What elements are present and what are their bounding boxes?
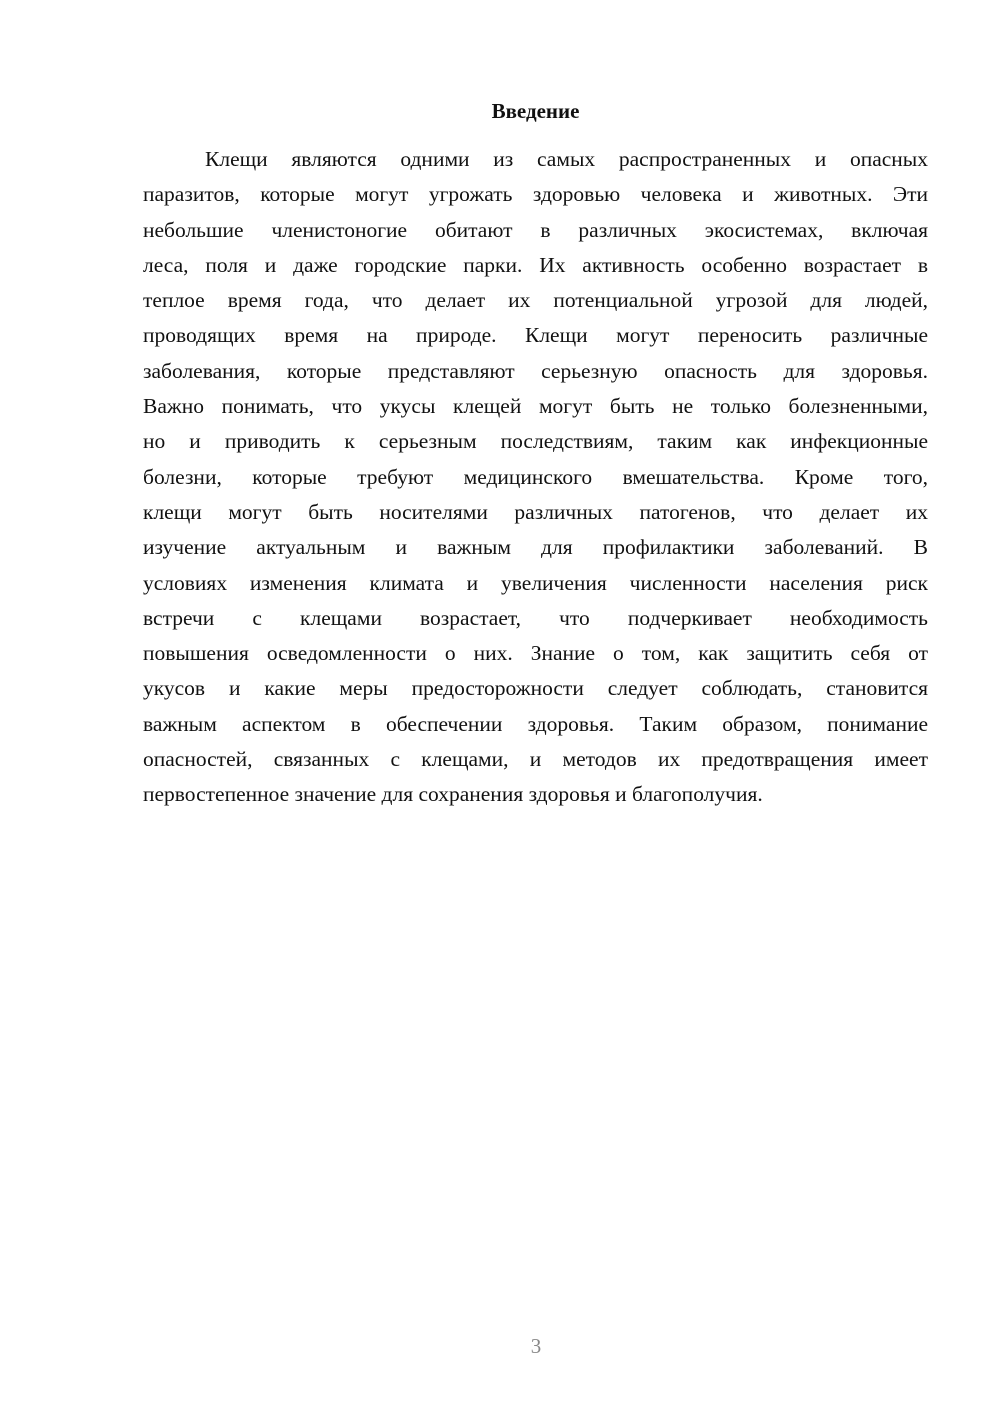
paragraph-line: болезни, которые требуют медицинского вмешательства. Кроме того,: [143, 464, 928, 489]
paragraph-line: первостепенное значение для сохранения здоровья и благополучия.: [143, 782, 763, 807]
section-heading-text: Введение: [491, 99, 580, 123]
paragraph-line: клещи могут быть носителями различных патогенов, что делает их: [143, 499, 928, 524]
paragraph-line: Клещи являются одними из самых распространенных и опасных: [205, 147, 928, 171]
paragraph-line: укусов и какие меры предосторожности следует соблюдать, становится: [143, 676, 928, 701]
paragraph-line: опасностей, связанных с клещами, и методов их предотвращения имеет: [143, 747, 928, 772]
paragraph-line: изучение актуальным и важным для профилактики заболеваний. В: [143, 535, 928, 560]
paragraph-line: важным аспектом в обеспечении здоровья. Таким образом, понимание: [143, 711, 928, 736]
paragraph-line: встречи с клещами возрастает, что подчеркивает необходимость: [143, 605, 928, 630]
paragraph-line: условиях изменения климата и увеличения численности населения риск: [143, 570, 928, 595]
paragraph-line: Важно понимать, что укусы клещей могут быть не только болезненными,: [143, 394, 928, 419]
paragraph-line: леса, поля и даже городские парки. Их активность особенно возрастает в: [143, 252, 928, 277]
introduction-paragraph: [143, 142, 928, 813]
paragraph-line: но и приводить к серьезным последствиям, таким как инфекционные: [143, 429, 928, 454]
paragraph-line: заболевания, которые представляют серьезную опасность для здоровья.: [143, 358, 928, 383]
paragraph-line: паразитов, которые могут угрожать здоровью человека и животных. Эти: [143, 182, 928, 207]
paragraph-line: проводящих время на природе. Клещи могут переносить различные: [143, 323, 928, 348]
paragraph-line: теплое время года, что делает их потенциальной угрозой для людей,: [143, 288, 928, 313]
paragraph-line: небольшие членистоногие обитают в различных экосистемах, включая: [143, 217, 928, 242]
section-heading: [143, 98, 928, 124]
page-number: 3: [530, 1334, 542, 1358]
paragraph-line: повышения осведомленности о них. Знание о том, как защитить себя от: [143, 641, 928, 666]
